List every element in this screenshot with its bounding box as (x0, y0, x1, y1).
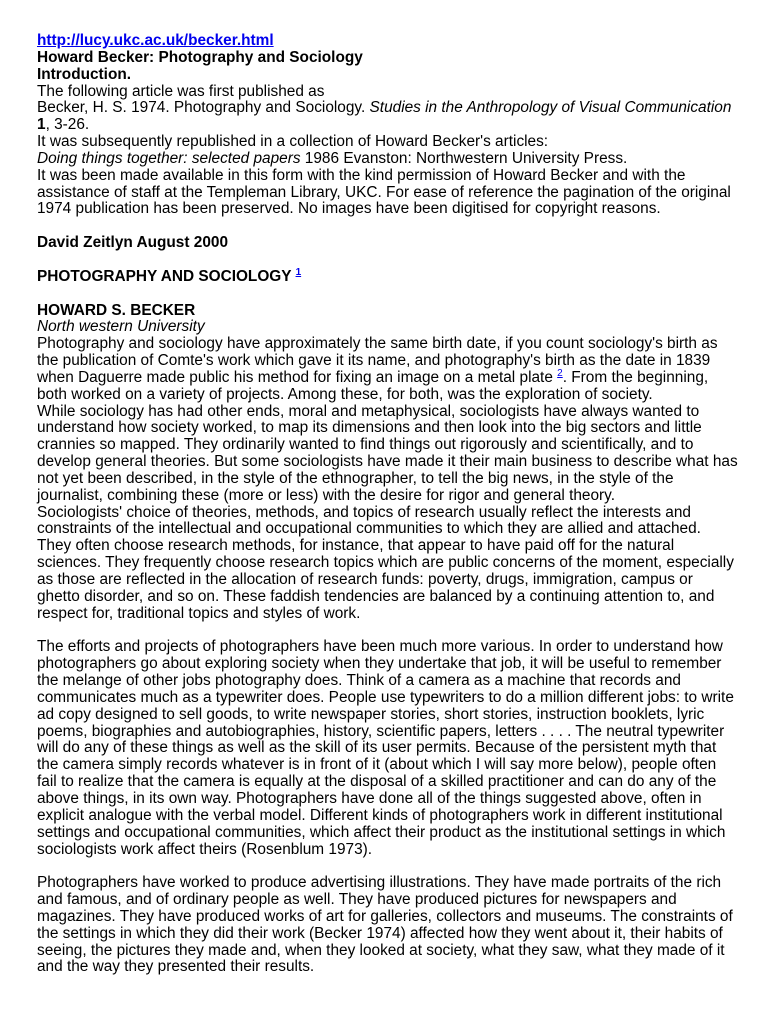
permission-note: It was been made available in this form with the kind permission of Howard Becker and with the assistance of staff at the Templeman Library, UKC. For ease of reference the pagination of the original 1974 publication has been preserved. No images have been digitised for copyright reasons. (37, 166, 731, 218)
author-name: HOWARD S. BECKER (37, 301, 196, 319)
paragraph-1-text-end: . From the beginning, both worked on a variety of projects. Among these, for both, was the exploration of society. (37, 368, 709, 403)
citation (37, 99, 731, 133)
paragraph-1-text: Photography and sociology have approximately the same birth date, if you count sociology's birth as the publication of Comte's work which gave it its name, and photography's birth as the date in 1839 when Daguerre made public his method for fixing an image on a metal plate (37, 335, 718, 386)
author-block (37, 303, 738, 337)
paragraph-2: While sociology has had other ends, moral and metaphysical, sociologists have always wanted to understand how society worked, to map its dimensions and then look into the big sectors and little crannies so mapped. They ordinarily wanted to find things out rigorously and scientifically, and to develop general theories. But some sociologists have made it their main business to describe what has not yet been described, in the style of the ethnographer, to tell the big news, in the style of the journalist, combining these (more or less) with the desire for rigor and general theory. (37, 402, 738, 504)
citation-pages: , 3-26. (45, 116, 90, 134)
article-title (37, 266, 738, 286)
source-url-link[interactable]: http://lucy.ukc.ac.uk/becker.html (37, 32, 274, 49)
republished-note: It was subsequently republished in a collection of Howard Becker's articles: (37, 133, 549, 151)
spacer (37, 286, 738, 303)
document-title: Howard Becker: Photography and Sociology (37, 48, 363, 66)
spacer (37, 623, 738, 640)
article-title-text: PHOTOGRAPHY AND SOCIOLOGY (37, 267, 292, 285)
footnote-1-link[interactable]: 1 (295, 266, 302, 278)
paragraph-4: The efforts and projects of photographers have been much more various. In order to understand how photographers go about exploring society when they undertake that job, it will be useful to remember the melange of other jobs photography does. Think of a camera as a machine that records and communicates much as a typewriter does. People use typewriters to do a million different jobs: to write ad copy designed to sell goods, to write newspaper stories, short stories, instruction booklets, lyric poems, biographies and autobiographies, history, scientific papers, letters . . . . The neutral typewriter will do any of these things as well as the skill of its user permits. Because of the persistent myth that the camera simply records whatever is in front of it (about which I will say more below), people often fail to realize that the camera is equally at the disposal of a skilled practitioner and can do any of the above things, in its own way. Photographers have done all of the things suggested above, often in explicit analogue with the verbal model. Different kinds of photographers work in different institutional settings and occupational communities, which affect their product as the institutional settings in which sociologists work affect theirs (Rosenblum 1973). (37, 638, 734, 858)
intro-heading: Introduction. (37, 65, 132, 83)
spacer (37, 218, 738, 235)
book-details: 1986 Evanston: Northwestern University Press. (300, 149, 628, 167)
intro-first-published: The following article was first published as (37, 82, 325, 100)
header-block (37, 33, 738, 84)
paragraph-1 (37, 336, 738, 403)
spacer (37, 858, 738, 875)
footnote-2-link[interactable]: 2 (557, 367, 563, 379)
intro-block (37, 84, 738, 219)
editor-line: David Zeitlyn August 2000 (37, 234, 229, 252)
spacer (37, 252, 738, 269)
footnote-ref-1[interactable] (296, 267, 302, 278)
citation-text: Becker, H. S. 1974. Photography and Sociology. (37, 99, 370, 117)
citation-journal: Studies in the Anthropology of Visual Communication (369, 99, 732, 117)
paragraph-5: Photographers have worked to produce advertising illustrations. They have made portraits of the rich and famous, and of ordinary people as well. They have produced pictures for newspapers and magazines. They have produced works of art for galleries, collectors and museums. The constraints of the settings in which they did their work (Becker 1974) affected how they went about it, their habits of seeing, the pictures they made and, when they looked at society, what they saw, what they made of it and the way they presented their results. (37, 874, 733, 976)
book-title: Doing things together: selected papers (37, 149, 301, 167)
paragraph-3: Sociologists' choice of theories, methods, and topics of research usually reflect the interests and constraints of the intellectual and occupational communities to which they are allied and attached. They often choose research methods, for instance, that appear to have paid off for the natural sciences. They frequently choose research topics which are public concerns of the moment, especially as those are reflected in the allocation of research funds: poverty, drugs, immigration, campus or ghetto disorder, and so on. These faddish tendencies are balanced by a continuing attention to, and respect for, traditional topics and styles of work. (37, 503, 734, 622)
citation-volume: 1 (37, 116, 46, 134)
author-affiliation: North western University (37, 318, 205, 336)
